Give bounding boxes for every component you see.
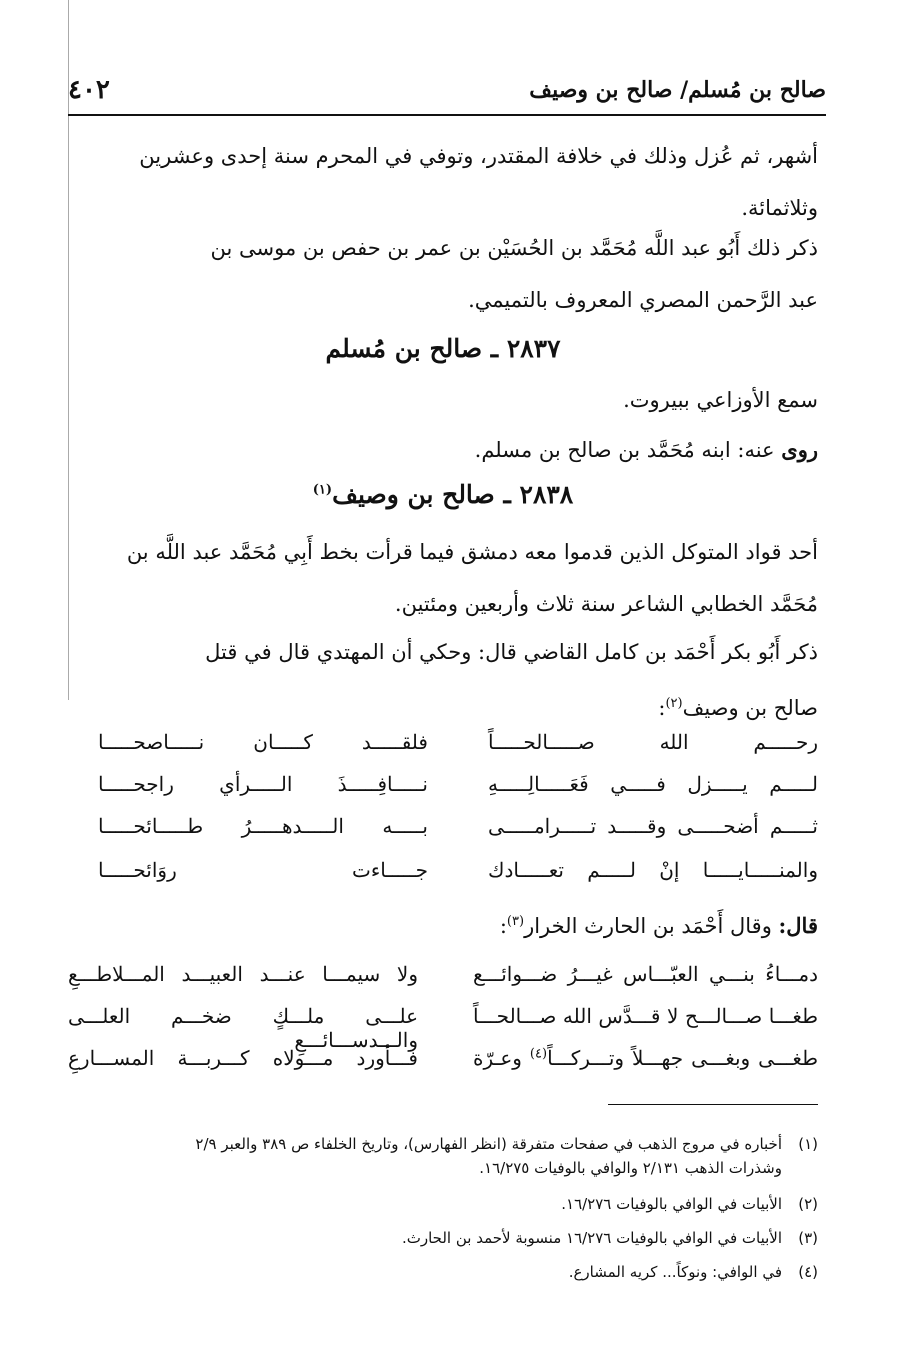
poem1-verse-4	[58, 858, 818, 882]
running-title: صالح بن مُسلم/ صالح بن وصيف	[529, 77, 826, 103]
poem1-verse-4-second-hemistich: جـــــاءت روَائحـــــا	[98, 858, 428, 882]
entry-heading-2838-text: ٢٨٣٨ ـ صالح بن وصيف	[332, 480, 574, 509]
footnote-separator	[608, 1104, 818, 1105]
poem2-verse-1-first-hemistich: دمـــاءُ بنـــي العبّـــاس غيـــرُ ضـــوائـــع	[473, 962, 818, 986]
paragraph-7	[68, 896, 818, 952]
riwaya-text: عنه: ابنه مُحَمَّد بن صالح بن مسلم.	[474, 438, 782, 462]
footnote-2-text: الأبيات في الوافي بالوفيات ١٦/٢٧٦.	[561, 1195, 782, 1213]
footnote-1-text-cont: وشذرات الذهب ٢/١٣١ والوافي بالوفيات ١٦/٢٧٥.	[479, 1159, 782, 1177]
qal-label: قال:	[778, 913, 818, 938]
poem1-verse-1	[58, 730, 818, 754]
entry-heading-2838	[68, 480, 818, 509]
poem1-verse-3-second-hemistich: بـــــه الـــــدهـــــرُ طـــــائحـــــا	[98, 814, 428, 838]
poem2-verse-3-first-tail: وعـرّة	[473, 1046, 530, 1070]
poem1-verse-2-second-hemistich: نـــــافِـــــذَ الـــــرأي راجحـــــا	[98, 772, 428, 796]
footnote-ref-1: (١)	[312, 482, 333, 498]
footnote-ref-4: (٤)	[529, 1046, 548, 1062]
paragraph-1	[68, 130, 818, 234]
footnote-3-text: الأبيات في الوافي بالوفيات ١٦/٢٧٦ منسوبة لأحمد بن الحارث.	[401, 1229, 782, 1247]
poem1-verse-2-first-hemistich: لـــــم يـــــزل فـــــي فَعَـــــالِـــــهِ	[488, 772, 818, 796]
poem2-verse-3-first-hemistich	[473, 1046, 818, 1070]
footnote-ref-3: (٣)	[506, 914, 525, 929]
footnote-ref-2: (٢)	[665, 696, 683, 711]
paragraph-2	[68, 222, 818, 326]
paragraph-5-line-2: مُحَمَّد الخطابي الشاعر سنة ثلاث وأربعين ومئتين.	[394, 592, 818, 616]
poem2-verse-1-second-hemistich: ولا سيمـــا عنـــد العبيـــد المـــلاطـــعِ	[68, 962, 418, 986]
riwaya-label: روى	[781, 437, 818, 462]
paragraph-3: سمع الأوزاعي ببيروت.	[623, 388, 818, 412]
poem1-verse-4-first-hemistich: والمنـــــايـــــا إنْ لـــــم تعـــــادك	[488, 858, 818, 882]
poem2-verse-3-second-hemistich: فـــأورد مـــولاه كـــربـــة المســـارعِ	[68, 1046, 418, 1070]
poem2-verse-3	[68, 1046, 818, 1070]
poem2-verse-2	[68, 1004, 818, 1052]
poem1-verse-1-first-hemistich: رحـــــم الله صـــــالحـــــاً	[488, 730, 818, 754]
paragraph-7-text: وقال أَحْمَد بن الحارث الخرار	[524, 914, 779, 938]
footnote-1-text: أخباره في مروج الذهب في صفحات متفرقة (انظر الفهارس)، وتاريخ الخلفاء ص ٣٨٩ والعبر ٢/٩	[195, 1135, 782, 1153]
poem1-verse-1-second-hemistich: فلقـــــد كـــــان نـــــاصحـــــا	[98, 730, 428, 754]
paragraph-6-line-2: صالح بن وصيف	[682, 696, 818, 720]
colon: :	[658, 696, 666, 720]
poem2-verse-3-first-text: طغـــى وبغـــى جهـــلاً وتـــركـــاً	[547, 1046, 818, 1070]
poem2-verse-2-second-hemistich: علـــى ملـــكٍ ضخـــم العلـــى والـــدســـائـــعِ	[68, 1004, 418, 1052]
footnote-4-number: (٤)	[798, 1263, 818, 1281]
paragraph-1-line-2: وثلاثمائة.	[741, 196, 818, 220]
paragraph-6	[68, 626, 818, 734]
footnote-1-number: (١)	[798, 1135, 818, 1153]
poem1-verse-2	[58, 772, 818, 796]
footnote-2-number: (٢)	[798, 1195, 818, 1213]
paragraph-5-line-1: أحد قواد المتوكل الذين قدموا معه دمشق فيما قرأت بخط أَبِي مُحَمَّد عبد اللَّه بن	[126, 540, 818, 564]
footnote-3	[68, 1226, 818, 1250]
entry-heading-2837: ٢٨٣٧ ـ صالح بن مُسلم	[325, 334, 561, 363]
paragraph-6-line-1: ذكر أَبُو بكر أَحْمَد بن كامل القاضي قال: وحكي أن المهتدي قال في قتل	[205, 640, 818, 664]
poem2-verse-2-first-hemistich: طغـــا صـــالـــح لا قـــدَّس الله صـــالحـــاً	[473, 1004, 818, 1028]
footnote-4-text: في الوافي: ونوكاً... كريه المشارع.	[568, 1263, 782, 1281]
page-header	[68, 70, 826, 110]
paragraph-2-line-1: ذكر ذلك أَبُو عبد اللَّه مُحَمَّد بن الحُسَيْن بن عمر بن حفص بن موسى بن	[210, 236, 818, 260]
footnote-2	[68, 1192, 818, 1216]
poem2-verse-1	[68, 962, 818, 986]
paragraph-1-line-1: أشهر، ثم عُزل وذلك في خلافة المقتدر، وتوفي في المحرم سنة إحدى وعشرين	[139, 144, 818, 168]
paragraph-4	[68, 424, 818, 476]
poem1-verse-3	[58, 814, 818, 838]
header-rule	[68, 114, 826, 116]
page-number: ٤٠٢	[68, 75, 110, 105]
footnote-3-number: (٣)	[798, 1229, 818, 1247]
paragraph-2-line-2: عبد الرَّحمن المصري المعروف بالتميمي.	[468, 288, 818, 312]
paragraph-5	[68, 526, 818, 630]
colon: :	[499, 914, 507, 938]
poem1-verse-3-first-hemistich: ثـــــم أضحـــــى وقـــــد تـــــرامـــــى	[488, 814, 818, 838]
footnote-1	[68, 1132, 818, 1180]
footnote-4	[68, 1260, 818, 1284]
